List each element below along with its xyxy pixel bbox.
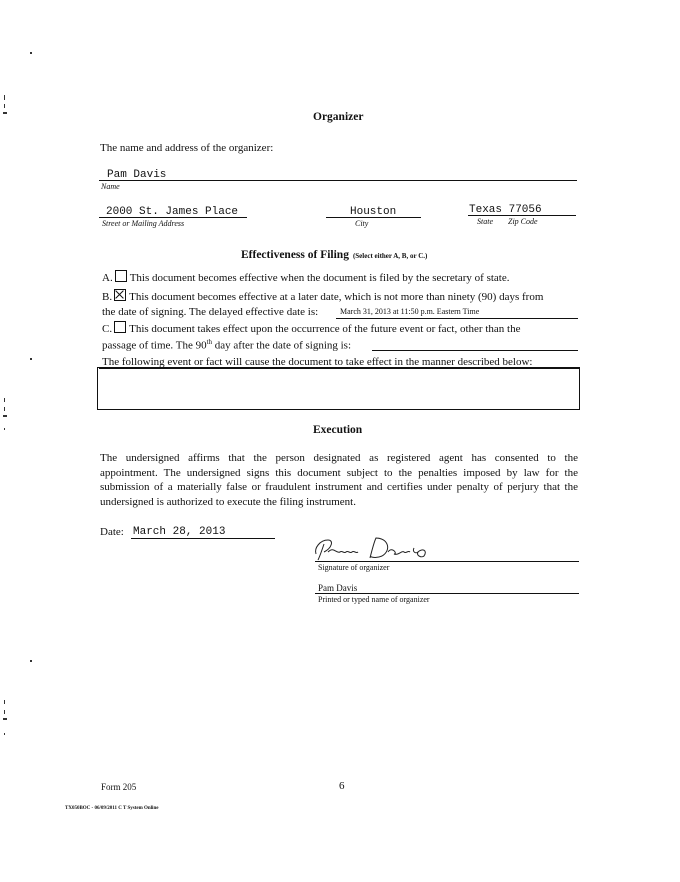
scan-speck bbox=[4, 407, 5, 411]
date-value: March 28, 2013 bbox=[133, 526, 226, 538]
scan-speck bbox=[4, 428, 5, 430]
printed-name-rule bbox=[315, 593, 579, 594]
system-stamp: TX050BOC - 06/09/2011 C T System Online bbox=[65, 806, 159, 811]
state-zip-rule bbox=[468, 215, 576, 216]
page-number: 6 bbox=[339, 780, 345, 792]
option-c: C. This document takes effect upon the occurrence of the future event or fact, other than the bbox=[102, 323, 521, 335]
state-zip-value: Texas 77056 bbox=[469, 204, 542, 216]
scan-speck bbox=[30, 358, 32, 360]
city-rule bbox=[326, 217, 421, 218]
street-rule bbox=[99, 217, 247, 218]
zip-label: Zip Code bbox=[508, 217, 538, 226]
ninetieth-day-rule[interactable] bbox=[372, 350, 578, 351]
scan-speck bbox=[30, 52, 32, 54]
option-c-checkbox[interactable] bbox=[114, 321, 126, 333]
form-number: Form 205 bbox=[101, 782, 137, 792]
organizer-signature bbox=[312, 530, 442, 564]
name-rule bbox=[99, 180, 577, 181]
street-value: 2000 St. James Place bbox=[106, 206, 239, 218]
option-a-checkbox[interactable] bbox=[115, 270, 127, 282]
organizer-name-value: Pam Davis bbox=[107, 169, 167, 181]
option-a: A. This document becomes effective when the document is filed by the secretary of state. bbox=[102, 272, 510, 284]
state-label: State bbox=[477, 217, 493, 226]
printed-name-label: Printed or typed name of organizer bbox=[318, 595, 430, 604]
option-b: B. This document becomes effective at a later date, which is not more than ninety (90) days from bbox=[102, 291, 544, 303]
execution-heading: Execution bbox=[313, 424, 363, 436]
date-label: Date: bbox=[100, 526, 124, 538]
city-label: City bbox=[355, 219, 369, 228]
option-c-line2: passage of time. The 90th day after the date of signing is: bbox=[102, 338, 352, 352]
organizer-heading: Organizer bbox=[313, 111, 364, 123]
scan-speck bbox=[4, 710, 5, 714]
event-text: The following event or fact will cause the document to take effect in the manner described below: bbox=[102, 356, 533, 368]
scan-speck bbox=[3, 415, 7, 417]
name-label: Name bbox=[101, 182, 120, 191]
scan-speck bbox=[4, 398, 5, 402]
option-b-line2: the date of signing. The delayed effective date is: bbox=[102, 306, 319, 318]
date-rule bbox=[131, 538, 275, 539]
scan-speck bbox=[4, 95, 5, 100]
printed-name: Pam Davis bbox=[318, 583, 358, 593]
signature-label: Signature of organizer bbox=[318, 563, 390, 572]
scan-speck bbox=[30, 660, 32, 662]
scan-speck bbox=[3, 112, 7, 114]
scan-speck bbox=[3, 718, 7, 720]
delayed-effective-date: March 31, 2013 at 11:50 p.m. Eastern Time bbox=[340, 307, 480, 316]
execution-paragraph: The undersigned affirms that the person designated as registered agent has consented to the appointment. The undersigned signs this document subject to the penalties imposed by law for the submission of a materially false or fraudulent instrument and certifies under penalty of perjury that the undersigned is authorized to execute the filing instrument. bbox=[100, 452, 578, 508]
option-b-checkbox[interactable] bbox=[114, 289, 126, 301]
street-label: Street or Mailing Address bbox=[102, 219, 185, 228]
effectiveness-heading: Effectiveness of Filing (Select either A, B, or C.) bbox=[241, 249, 428, 261]
delayed-date-rule bbox=[336, 318, 578, 319]
event-description-box[interactable] bbox=[97, 367, 580, 410]
scan-speck bbox=[4, 104, 5, 108]
scan-speck bbox=[4, 700, 5, 704]
scan-speck bbox=[4, 733, 5, 735]
organizer-intro: The name and address of the organizer: bbox=[100, 142, 274, 154]
signature-rule bbox=[315, 561, 579, 562]
city-value: Houston bbox=[350, 206, 397, 218]
